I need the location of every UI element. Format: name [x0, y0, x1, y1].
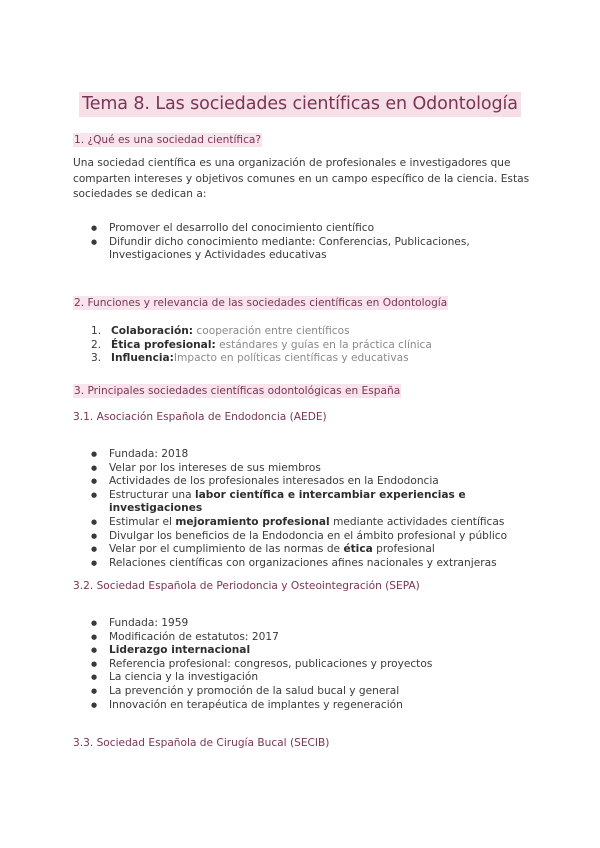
list-item: ● Difundir dicho conocimiento mediante: Conferencias, Publicaciones, Investigaciones y Actividades educativas — [91, 236, 531, 263]
list-item: ● Relaciones científicas con organizaciones afines nacionales y extranjeras — [91, 557, 551, 571]
section-1-paragraph: Una sociedad científica es una organización de profesionales e investigadores que comparten intereses y objetivos comunes en un campo específico de la ciencia. Estas sociedades se dedican a: — [73, 157, 530, 200]
sepa-bullets — [91, 617, 551, 712]
sepa-heading: 3.2. Sociedad Española de Periodoncia y Osteointegración (SEPA) — [73, 580, 420, 592]
aede-heading: 3.1. Asociación Española de Endodoncia (AEDE) — [73, 411, 327, 423]
list-item: 2. Ética profesional: estándares y guías en la práctica clínica — [91, 338, 432, 351]
list-item: ● La ciencia y la investigación — [91, 671, 551, 685]
list-item: ● Fundada: 2018 — [91, 448, 551, 462]
list-item: ● Modificación de estatutos: 2017 — [91, 631, 551, 645]
list-item: 1. Colaboración: cooperación entre científicos — [91, 325, 350, 337]
list-item: ● La prevención y promoción de la salud bucal y general — [91, 685, 551, 699]
list-item: ● Fundada: 1959 — [91, 617, 551, 631]
list-item: ● Divulgar los beneficios de la Endodoncia en el ámbito profesional y público — [91, 530, 551, 544]
section-3-heading: 3. Principales sociedades científicas odontológicas en España — [74, 385, 401, 397]
list-item: ● Estructurar una labor científica e intercambiar experiencias e investigaciones — [91, 489, 551, 516]
list-item: ● Velar por los intereses de sus miembros — [91, 462, 551, 476]
aede-bullets — [91, 448, 551, 570]
list-item: ● Actividades de los profesionales interesados en la Endodoncia — [91, 475, 551, 489]
section-2-heading: 2. Funciones y relevancia de las sociedades científicas en Odontología — [74, 297, 448, 309]
list-item: 3. Influencia:Impacto en políticas científicas y educativas — [91, 352, 409, 365]
list-item: ● Estimular el mejoramiento profesional mediante actividades científicas — [91, 516, 551, 530]
document-title: Tema 8. Las sociedades científicas en Odontología — [0, 94, 600, 114]
section-1-bullets — [91, 222, 531, 263]
list-item: ● Promover el desarrollo del conocimiento científico — [91, 222, 531, 236]
section-1-heading: 1. ¿Qué es una sociedad científica? — [74, 134, 262, 146]
list-item: ● Liderazgo internacional — [91, 644, 551, 658]
section-2-list — [91, 325, 531, 366]
list-item: ● Referencia profesional: congresos, publicaciones y proyectos — [91, 658, 551, 672]
list-item: ● Innovación en terapéutica de implantes y regeneración — [91, 699, 551, 713]
list-item: ● Velar por el cumplimiento de las normas de ética profesional — [91, 543, 551, 557]
secib-heading: 3.3. Sociedad Española de Cirugía Bucal (SECIB) — [73, 737, 330, 749]
